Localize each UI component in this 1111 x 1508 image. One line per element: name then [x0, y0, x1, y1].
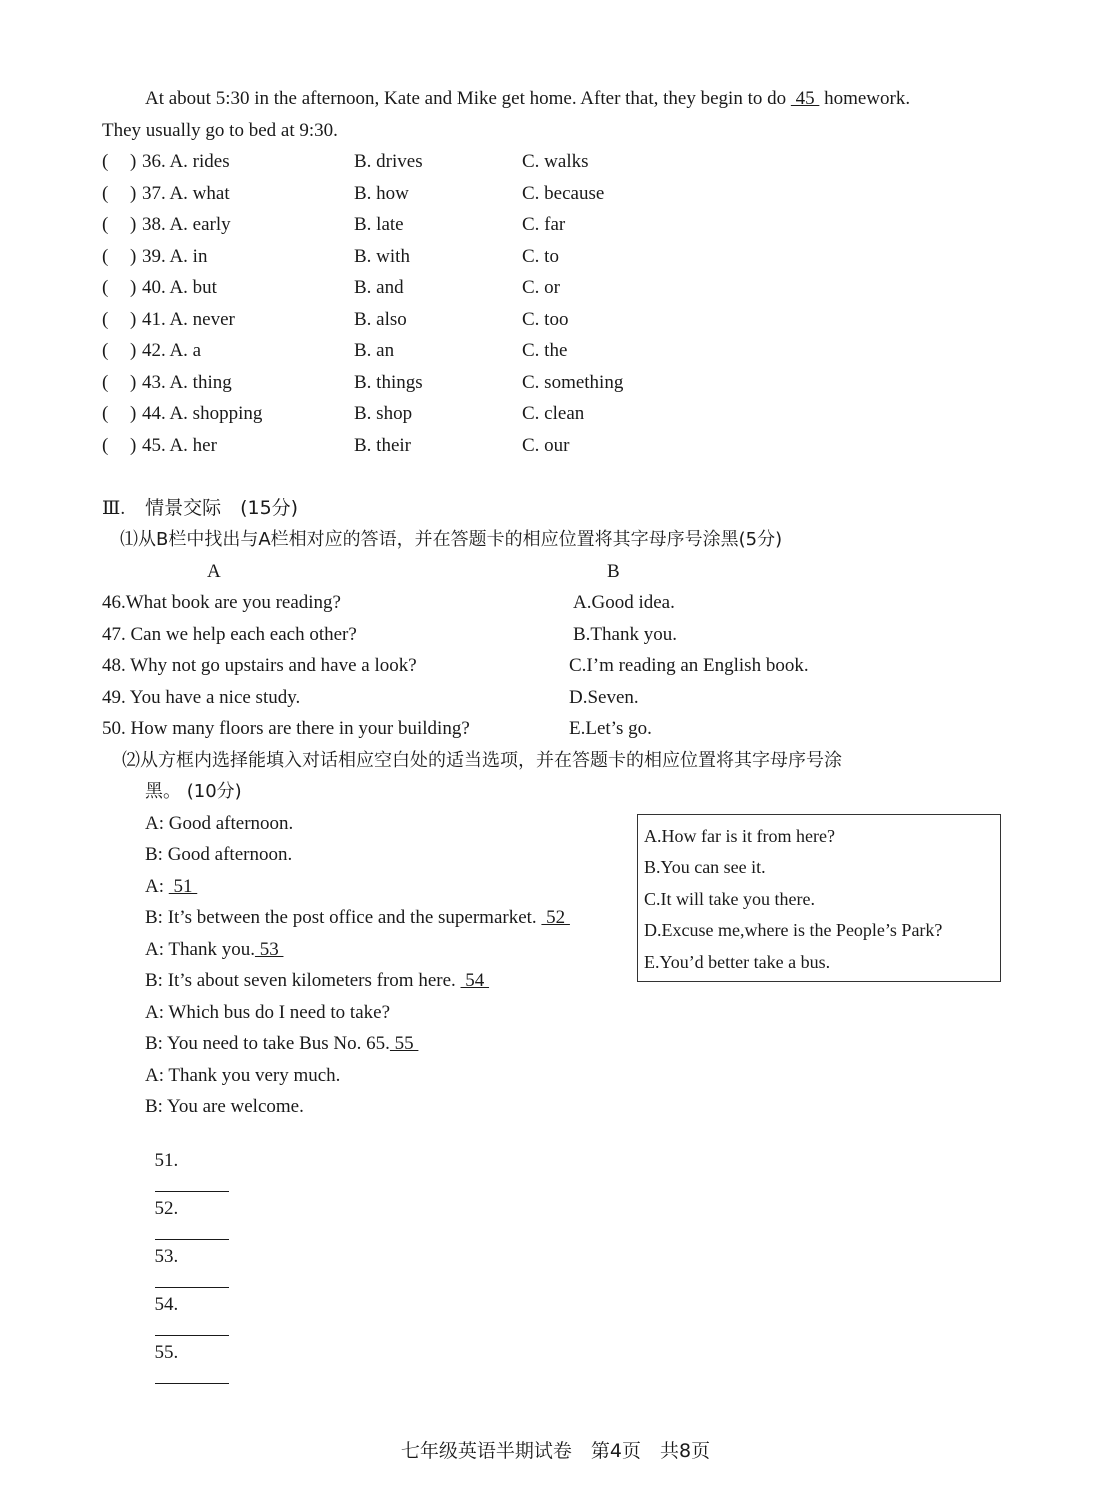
answer-bracket-close: ) [130, 340, 137, 361]
dialogue-line [145, 939, 283, 961]
option-c: C. because [522, 183, 605, 204]
choices-box [637, 814, 1001, 982]
matching-answer: C.I’m reading an English book. [569, 655, 809, 676]
option-a: 37. A. what [142, 183, 230, 204]
option-c: C. something [522, 372, 624, 393]
blank-54: 54 [460, 970, 490, 991]
answer-bracket[interactable]: ( [102, 183, 109, 204]
option-a: 42. A. a [142, 340, 202, 361]
dialogue-line: B: Good afternoon. [145, 844, 293, 865]
answer-bracket-close: ) [130, 246, 137, 267]
option-row-41 [102, 309, 1002, 333]
matching-question: 47. Can we help each each other? [102, 624, 357, 645]
matching-question: 49. You have a nice study. [102, 687, 301, 708]
passage-line-1 [145, 88, 910, 110]
dialogue-text: B: It’s between the post office and the supermarket. [145, 907, 542, 928]
option-c: C. walks [522, 151, 589, 172]
answer-bracket[interactable]: ( [102, 246, 109, 267]
choice-option: C.It will take you there. [644, 889, 815, 909]
option-a: 40. A. but [142, 277, 217, 298]
part2-instruction-line-2: 黑。 (10分) [145, 781, 242, 802]
column-a-header: A [207, 561, 221, 582]
passage-text: At about 5:30 in the afternoon, Kate and Mike get home. After that, they begin to do [145, 88, 791, 109]
blank-55: 55 [389, 1033, 419, 1054]
option-c: C. our [522, 435, 570, 456]
dialogue-line: A: Which bus do I need to take? [145, 1002, 390, 1023]
option-c: C. the [522, 340, 568, 361]
blank-53: 53 [254, 939, 284, 960]
choice-option: A.How far is it from here? [644, 826, 835, 846]
option-a: 44. A. shopping [142, 403, 263, 424]
column-b-header: B [607, 561, 620, 582]
matching-answer: D.Seven. [569, 687, 639, 708]
option-a: 41. A. never [142, 309, 235, 330]
answer-blank-51[interactable] [155, 1172, 229, 1192]
dialogue-line [145, 876, 197, 898]
option-a: 36. A. rides [142, 151, 230, 172]
answer-bracket-close: ) [130, 183, 137, 204]
dialogue-line: A: Thank you very much. [145, 1065, 341, 1086]
option-b: B. their [354, 435, 411, 456]
blank-45: 45 [790, 88, 820, 109]
dialogue-text: A: [145, 876, 169, 897]
option-b: B. and [354, 277, 404, 298]
option-row-40 [102, 277, 1002, 301]
section-numeral: Ⅲ. [102, 498, 126, 519]
blank-52: 52 [541, 907, 570, 928]
dialogue-line [145, 970, 489, 992]
option-c: C. too [522, 309, 569, 330]
passage-line-2: They usually go to bed at 9:30. [102, 120, 338, 141]
option-c: C. or [522, 277, 560, 298]
answer-bracket-close: ) [130, 435, 137, 456]
option-a: 43. A. thing [142, 372, 232, 393]
section-heading [102, 497, 298, 520]
answer-bracket[interactable]: ( [102, 151, 109, 172]
answer-bracket[interactable]: ( [102, 214, 109, 235]
matching-question: 46.What book are you reading? [102, 592, 341, 613]
answer-blank-53[interactable] [155, 1268, 229, 1288]
option-b: B. with [354, 246, 410, 267]
answer-bracket[interactable]: ( [102, 277, 109, 298]
dialogue-line: B: You are welcome. [145, 1096, 304, 1117]
answer-label: 52. [154, 1198, 179, 1219]
answer-bracket-close: ) [130, 403, 137, 424]
option-b: B. shop [354, 403, 413, 424]
matching-answer: B.Thank you. [573, 624, 677, 645]
matching-answer: E.Let’s go. [569, 718, 652, 739]
option-b: B. also [354, 309, 407, 330]
answer-blank-52[interactable] [155, 1220, 229, 1240]
blank-51: 51 [168, 876, 198, 897]
part2-instruction-line-1: ⑵从方框内选择能填入对话相应空白处的适当选项，并在答题卡的相应位置将其字母序号涂 [122, 750, 842, 771]
answer-label: 54. [154, 1294, 179, 1315]
option-b: B. an [354, 340, 395, 361]
option-c: C. clean [522, 403, 585, 424]
option-row-39 [102, 246, 1002, 270]
choice-option: B.You can see it. [644, 857, 766, 877]
option-row-38 [102, 214, 1002, 238]
option-b: B. how [354, 183, 409, 204]
section-title: 情景交际 (15分) [145, 497, 299, 519]
matching-question: 48. Why not go upstairs and have a look? [102, 655, 417, 676]
option-a: 45. A. her [142, 435, 217, 456]
passage-text-end: homework. [819, 88, 911, 109]
option-b: B. things [354, 372, 423, 393]
answer-bracket-close: ) [130, 214, 137, 235]
option-c: C. to [522, 246, 559, 267]
answer-blank-54[interactable] [155, 1316, 229, 1336]
answer-bracket-close: ) [130, 151, 137, 172]
dialogue-line: A: Good afternoon. [145, 813, 294, 834]
dialogue-text: B: It’s about seven kilometers from here. [145, 970, 461, 991]
answer-bracket-close: ) [130, 277, 137, 298]
option-b: B. drives [354, 151, 423, 172]
answer-bracket-close: ) [130, 372, 137, 393]
option-row-43 [102, 372, 1002, 396]
answer-bracket[interactable]: ( [102, 340, 109, 361]
matching-question: 50. How many floors are there in your building? [102, 718, 470, 739]
answer-line [145, 1128, 229, 1390]
option-row-44 [102, 403, 1002, 427]
option-row-42 [102, 340, 1002, 364]
answer-bracket-close: ) [130, 309, 137, 330]
answer-label: 51. [154, 1150, 179, 1171]
answer-bracket[interactable]: ( [102, 435, 109, 456]
answer-label: 55. [154, 1342, 179, 1363]
answer-blank-55[interactable] [155, 1364, 229, 1384]
dialogue-text: B: You need to take Bus No. 65. [145, 1033, 390, 1054]
option-row-45 [102, 435, 1002, 459]
page-footer: 七年级英语半期试卷 第4页 共8页 [400, 1440, 711, 1462]
choice-option: D.Excuse me,where is the People’s Park? [644, 920, 943, 940]
option-a: 38. A. early [142, 214, 231, 235]
option-c: C. far [522, 214, 566, 235]
dialogue-text: A: Thank you. [145, 939, 255, 960]
part1-instruction: ⑴从B栏中找出与A栏相对应的答语，并在答题卡的相应位置将其字母序号涂黑(5分) [120, 529, 783, 550]
option-a: 39. A. in [142, 246, 208, 267]
dialogue-line [145, 907, 570, 929]
answer-bracket[interactable]: ( [102, 372, 109, 393]
option-b: B. late [354, 214, 404, 235]
answer-bracket[interactable]: ( [102, 309, 109, 330]
dialogue-line [145, 1033, 418, 1055]
choice-option: E.You’d better take a bus. [644, 952, 831, 972]
answer-bracket[interactable]: ( [102, 403, 109, 424]
option-row-36 [102, 151, 1002, 175]
option-row-37 [102, 183, 1002, 207]
answer-label: 53. [154, 1246, 179, 1267]
matching-answer: A.Good idea. [573, 592, 675, 613]
